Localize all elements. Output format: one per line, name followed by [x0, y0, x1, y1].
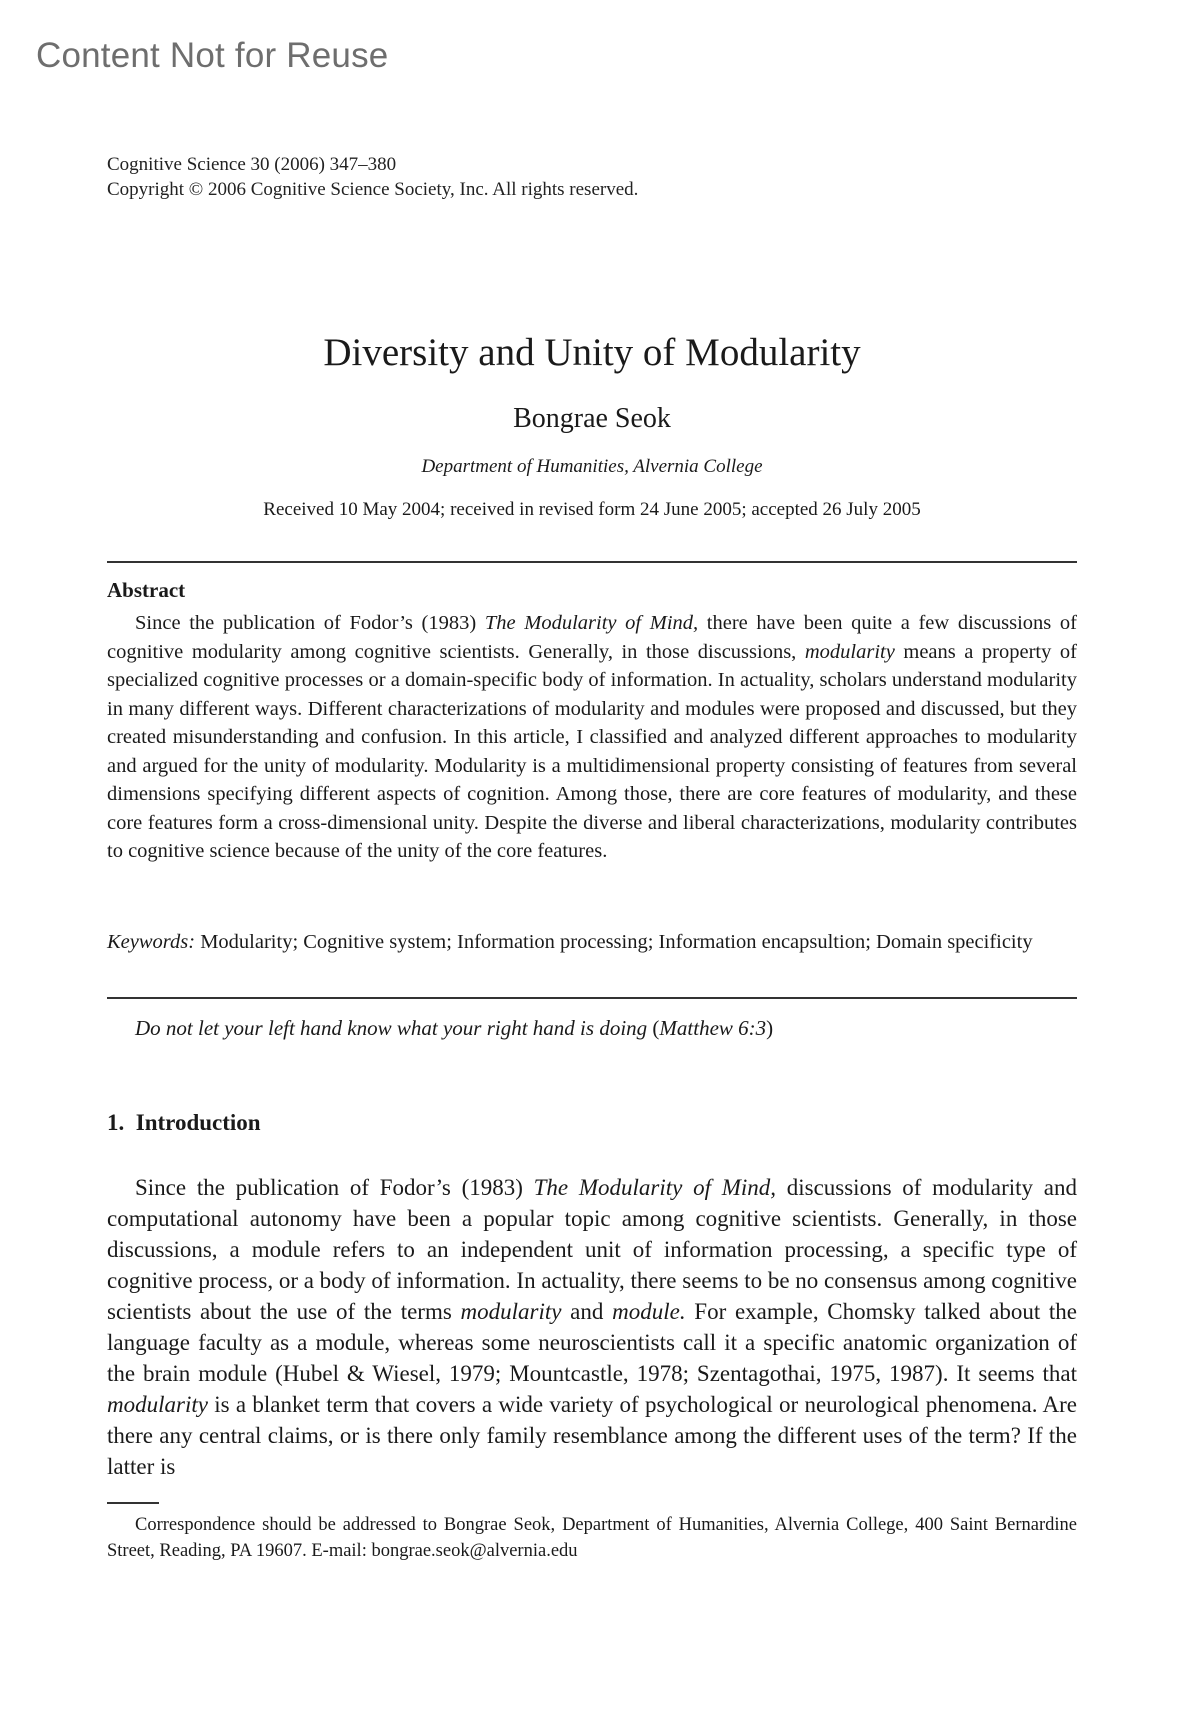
- body-text-part: and: [561, 1299, 613, 1324]
- epigraph-quote: Do not let your left hand know what your right hand is doing: [135, 1016, 653, 1040]
- abstract-section: [107, 578, 1077, 866]
- emphasized-term: modularity: [804, 640, 895, 663]
- keywords-list: Modularity; Cognitive system; Information processing; Information encapsultion; Domain specificity: [195, 931, 1033, 953]
- abstract-heading: Abstract: [107, 578, 186, 602]
- watermark: Content Not for Reuse: [36, 36, 389, 75]
- author-affiliation: Department of Humanities, Alvernia College: [421, 456, 763, 477]
- publication-dates: Received 10 May 2004; received in revised form 24 June 2005; accepted 26 July 2005: [263, 499, 921, 520]
- abstract-top-rule: [107, 561, 1077, 563]
- abstract-text: [107, 609, 1077, 866]
- article-title: Diversity and Unity of Modularity: [323, 331, 861, 374]
- abstract-text-part: means a property of specialized cognitive processes or a domain-specific body of information. In actuality, scholars understand modularity in many different ways. Different characterizations of modularity and modules were proposed and discussed, but they created misunderstanding and confusion. In this article, I classified and analyzed different approaches to modularity and argued for the unity of modularity. Modularity is a multidimensional property consisting of features from several dimensions specifying different aspects of cognition. Among those, there are core features of modularity, and these core features form a cross-dimensional unity. Despite the diverse and liberal characterizations, modularity contributes to cognitive science because of the unity of the core features.: [107, 640, 1077, 862]
- section-title: Introduction: [135, 1110, 261, 1135]
- footnote-rule: [107, 1502, 159, 1504]
- emphasized-term: module.: [612, 1299, 686, 1324]
- book-title: The Modularity of Mind,: [533, 1175, 776, 1200]
- body-text-part: is a blanket term that covers a wide variety of psychological or neurological phenomena. Are there any central claims, or is there only family resemblance among the different uses of the term? If the latter is: [107, 1392, 1077, 1479]
- paren-close: ): [766, 1016, 774, 1040]
- journal-header: [107, 152, 638, 202]
- author-name: Bongrae Seok: [513, 403, 671, 434]
- emphasized-term: modularity: [460, 1299, 562, 1324]
- epigraph: [135, 1016, 773, 1041]
- introduction-paragraph: [107, 1172, 1077, 1482]
- body-text-part: For example, Chomsky talked about the language faculty as a module, whereas some neuroscientists call it a specific anatomic organization of the brain module (Hubel & Wiesel, 1979; Mountcastle, 1978; Szentagothai, 1975, 1987). It seems that: [107, 1299, 1078, 1386]
- keywords: [107, 928, 1077, 957]
- journal-citation: Cognitive Science 30 (2006) 347–380: [107, 154, 397, 175]
- body-text-part: discussions of modularity and computational autonomy have been a popular topic among cognitive scientists. Generally, in those discussions, a module refers to an independent unit of information processing, a specific type of cognitive process, or a body of information. In actuality, there seems to be no consensus among cognitive scientists about the use of the terms: [107, 1175, 1078, 1324]
- epigraph-reference: [652, 1016, 773, 1040]
- copyright-line: Copyright © 2006 Cognitive Science Society, Inc. All rights reserved.: [107, 179, 639, 200]
- abstract-bottom-rule: [107, 997, 1077, 999]
- correspondence-footnote: Correspondence should be addressed to Bongrae Seok, Department of Humanities, Alvernia College, 400 Saint Bernardine Street, Reading, PA 19607. E-mail: bongrae.seok@alvernia.edu: [107, 1515, 1077, 1561]
- section-heading: [107, 1110, 261, 1136]
- section-number: 1.: [107, 1110, 125, 1135]
- abstract-text-part: there have been quite a few discussions of cognitive modularity among cognitive scientists. Generally, in those discussions,: [107, 612, 1077, 663]
- abstract-text-part: Since the publication of Fodor’s (1983): [135, 612, 485, 634]
- keywords-label: Keywords:: [107, 931, 196, 953]
- body-text-part: Since the publication of Fodor’s (1983): [135, 1175, 534, 1200]
- paren-open: (: [652, 1016, 660, 1040]
- emphasized-term: modularity: [107, 1392, 208, 1417]
- epigraph-citation: Matthew 6:3: [659, 1016, 767, 1040]
- book-title: The Modularity of Mind,: [484, 612, 699, 634]
